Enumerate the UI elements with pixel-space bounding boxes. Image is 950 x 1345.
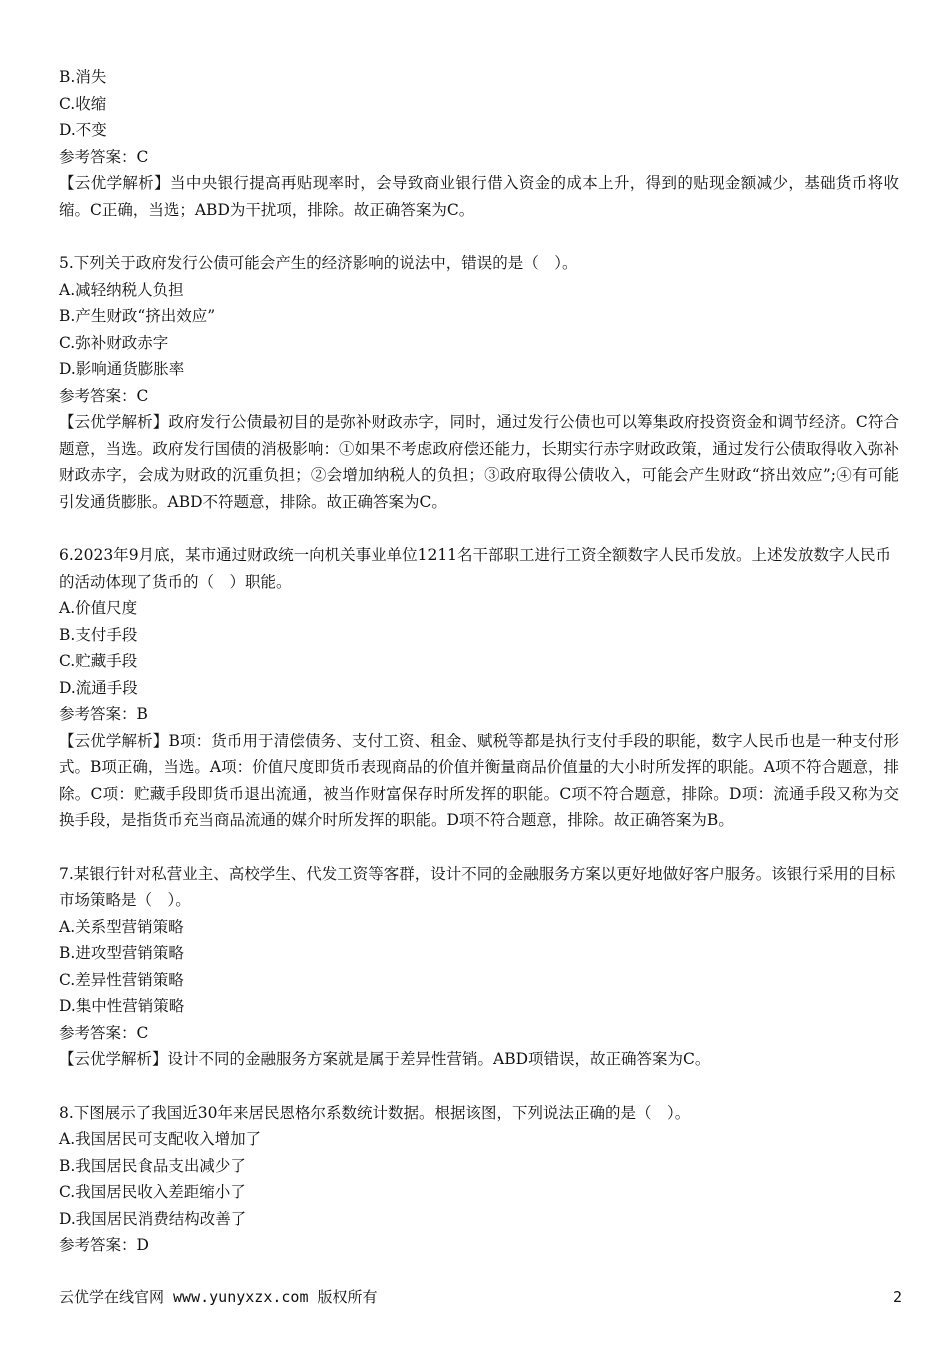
option: B.消失 [59,68,107,86]
option: C.收缩 [59,94,107,113]
answer-line: 参考答案：D [59,1236,149,1254]
option: C.我国居民收入差距缩小了 [59,1183,246,1201]
option: C.贮藏手段 [59,652,138,670]
analysis-text: B项：货币用于清偿债务、支付工资、租金、赋税等都是执行支付手段的职能，数字人民币也是一种支付形式。B项正确，当选。A项：价值尺度即货币表现商品的价值并衡量商品价值量的大小时所发挥的职能。A项不符合题意，排除。C项：贮藏手段即货币退出流通，被当作财富保存时所发挥的职能。C项不符合题意，排除。D项：流通手段又称为交换手段，是指货币充当商品流通的媒介时所发挥的职能。D项不符合题意，排除。故正确答案为B。 [59,731,899,829]
question-8 [59,1100,899,1259]
question-stem: 5.下列关于政府发行公债可能会产生的经济影响的说法中，错误的是（ ）。 [59,254,578,272]
question-6 [59,542,899,834]
answer-line: 参考答案：C [59,386,149,405]
option: D.不变 [59,121,107,139]
analysis-tag: 【云优学解析】 [59,413,169,431]
page-footer [59,1286,902,1308]
option: D.集中性营销策略 [59,997,185,1015]
option: B.支付手段 [59,625,138,644]
option: A.减轻纳税人负担 [59,280,184,299]
option: D.我国居民消费结构改善了 [59,1209,247,1228]
analysis-paragraph [59,409,899,515]
option: A.关系型营销策略 [59,917,184,936]
option: C.弥补财政赤字 [59,333,169,352]
option: D.流通手段 [59,678,138,697]
question-stem: 8.下图展示了我国近30年来居民恩格尔系数统计数据。根据该图，下列说法正确的是（ ）。 [59,1103,691,1122]
option: A.价值尺度 [59,599,138,617]
option: B.我国居民食品支出减少了 [59,1156,246,1175]
question-7 [59,861,899,1073]
question-stem: 6.2023年9月底，某市通过财政统一向机关事业单位1211名干部职工进行工资全额数字人民币发放。上述发放数字人民币的活动体现了货币的（ ）职能。 [59,546,892,591]
document-body [59,64,899,1259]
question-4-continuation [59,64,899,223]
analysis-paragraph [59,170,899,223]
analysis-tag: 【云优学解析】 [59,731,169,750]
question-stem: 7.某银行针对私营业主、高校学生、代发工资等客群，设计不同的金融服务方案以更好地做好客户服务。该银行采用的目标市场策略是（ ）。 [59,864,896,909]
option: D.影响通货膨胀率 [59,360,185,378]
analysis-tag: 【云优学解析】 [59,1050,168,1068]
question-5 [59,250,899,515]
answer-line: 参考答案：C [59,1023,149,1042]
analysis-text: 设计不同的金融服务方案就是属于差异性营销。ABD项错误，故正确答案为C。 [167,1050,711,1068]
option: B.产生财政“挤出效应” [59,307,216,325]
option: A.我国居民可支配收入增加了 [59,1130,262,1148]
option: B.进攻型营销策略 [59,944,184,962]
answer-line: 参考答案：C [59,147,149,166]
analysis-text: 当中央银行提高再贴现率时，会导致商业银行借入资金的成本上升，得到的贴现金额减少，基础货币将收缩。C正确，当选；ABD为干扰项，排除。故正确答案为C。 [59,174,899,219]
page-number: 2 [892,1288,902,1306]
option: C.差异性营销策略 [59,970,184,989]
footer-copyright: 云优学在线官网 www.yunyxzx.com 版权所有 [59,1288,378,1306]
analysis-text: 政府发行公债最初目的是弥补财政赤字，同时，通过发行公债也可以筹集政府投资资金和调节经济。C符合题意，当选。政府发行国债的消极影响：①如果不考虑政府偿还能力，长期实行赤字财政政策，通过发行公债取得收入弥补财政赤字，会成为财政的沉重负担；②会增加纳税人的负担；③政府取得公债收入，可能会产生财政“挤出效应”;④有可能引发通货膨胀。ABD不符题意，排除。故正确答案为C。 [59,413,899,511]
analysis-paragraph [59,1046,899,1073]
answer-line: 参考答案：B [59,705,148,723]
analysis-paragraph [59,728,899,834]
analysis-tag: 【云优学解析】 [59,174,170,192]
